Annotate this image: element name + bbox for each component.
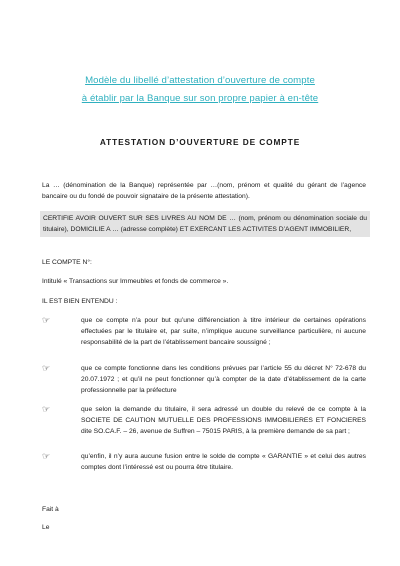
list-item-text: qu’enfin, il n’y aura aucune fusion entre le solde de compte « GARANTIE » et celui des autres comptes dont l’intéressé est ou pourra être titulaire. <box>81 453 366 471</box>
document-title: ATTESTATION D’OUVERTURE DE COMPTE <box>99 137 301 147</box>
account-number-line: LE COMPTE N°: <box>42 259 92 266</box>
list-item-text: que selon la demande du titulaire, il sera adressé un double du relevé de ce compte à la SOCIETE DE CAUTION MUTUELLE DES PROFESSIONS IMMOBILIERES ET FONCIERES dite SO.CA.F. – 26, avenue de Suffren – 75015 PARIS, à la première demande de sa part ; <box>81 406 366 435</box>
hand-pointer-icon: ☞ <box>42 451 51 461</box>
account-title-line: Intitulé « Transactions sur Immeubles et fonds de commerce ». <box>42 278 229 285</box>
header-line-2: à établir par la Banque sur son propre papier à en-tête <box>81 93 319 104</box>
place-line: Fait à <box>42 506 59 513</box>
list-item-text: que ce compte fonctionne dans les conditions prévues par l’article 55 du décret N° 72-678 du 20.07.1972 ; et qu’il ne peut fonctionner qu’à compter de la date d’établissement de la carte professionnelle par la préfecture <box>81 365 366 394</box>
header-line-1: Modèle du libellé d’attestation d’ouverture de compte <box>85 75 315 86</box>
hand-pointer-icon: ☞ <box>42 315 51 325</box>
hand-pointer-icon: ☞ <box>42 363 51 373</box>
list-item-text: que ce compte n’a pour but qu’une différenciation à titre intérieur de certaines opérations effectuées par le titulaire et, par suite, n’implique aucune surveillance particulière, ni aucune responsabilité de la part de l’établissement bancaire soussigné ; <box>81 317 366 346</box>
understood-heading: IL EST BIEN ENTENDU : <box>42 298 118 305</box>
hand-pointer-icon: ☞ <box>42 404 51 414</box>
certify-paragraph: CERTIFIE AVOIR OUVERT SUR SES LIVRES AU NOM DE … (nom, prénom ou dénomination sociale du titulaire), DOMICILIE A … (adresse complète) ET EXERCANT LES ACTIVITES D’AGENT IMMOBILIER, <box>40 211 370 237</box>
intro-paragraph: La … (dénomination de la Banque) représentée par …(nom, prénom et qualité du gérant de l’agence bancaire ou du fondé de pouvoir signataire de la présente attestation). <box>42 182 366 200</box>
date-line: Le <box>42 524 50 531</box>
